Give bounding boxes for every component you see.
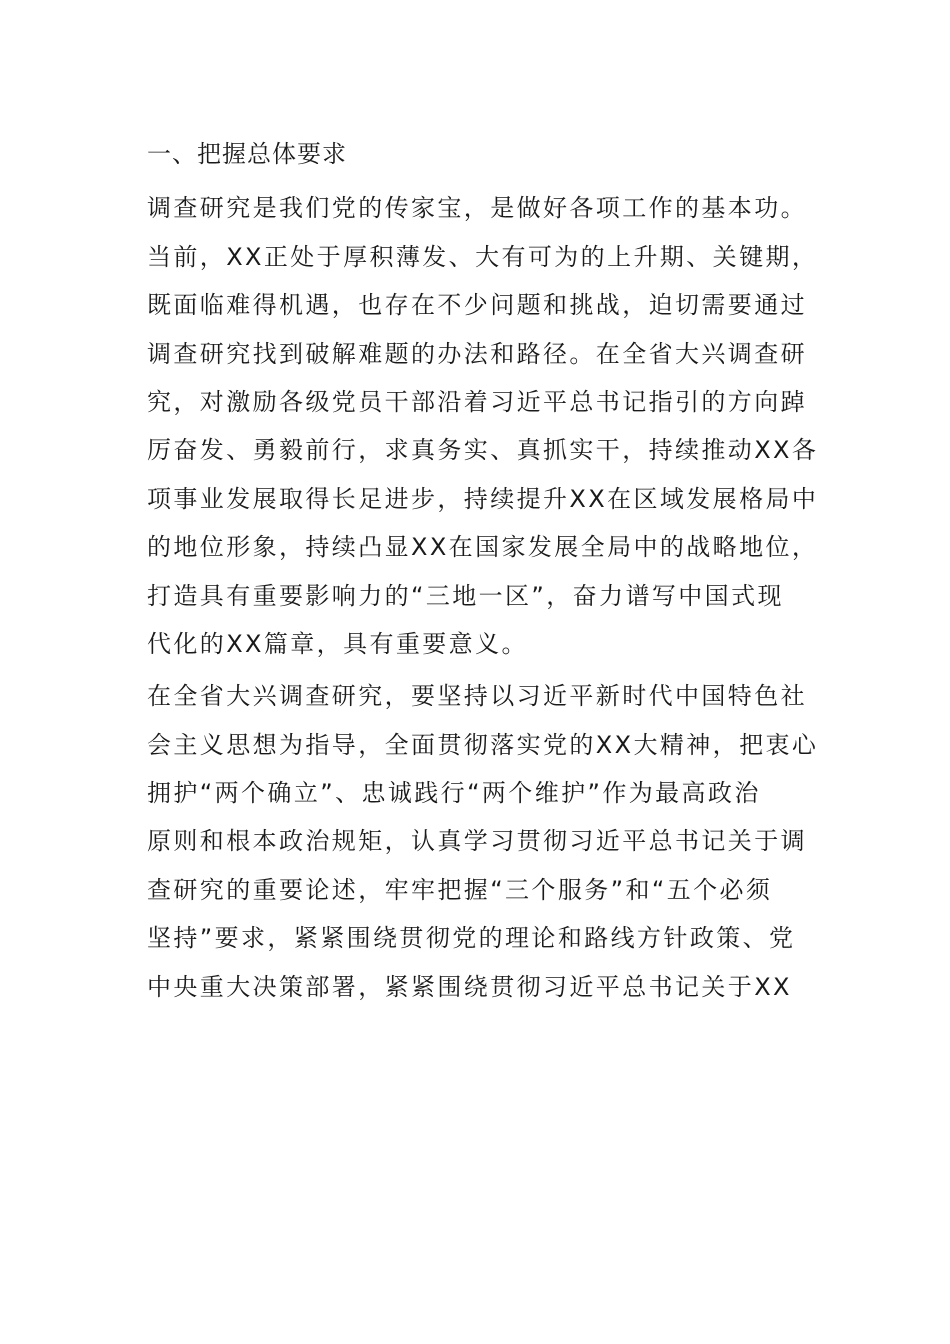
paragraph-1 [147, 186, 819, 670]
paragraph-line: 项事业发展取得长足进步，持续提升XX在区域发展格局中 [147, 484, 819, 513]
paragraph-line: 原则和根本政治规矩，认真学习贯彻习近平总书记关于调 [147, 827, 807, 856]
paragraph-line: 当前，XX正处于厚积薄发、大有可为的上升期、关键期， [147, 242, 819, 271]
paragraph-line: 代化的XX篇章，具有重要意义。 [147, 629, 528, 658]
paragraph-line: 会主义思想为指导，全面贯彻落实党的XX大精神，把衷心 [147, 730, 819, 759]
paragraph-line: 调查研究是我们党的传家宝，是做好各项工作的基本功。 [147, 194, 807, 223]
paragraph-line: 打造具有重要影响力的“三地一区”，奋力谱写中国式现 [147, 581, 784, 610]
paragraph-line: 厉奋发、勇毅前行，求真务实、真抓实干，持续推动XX各 [147, 436, 819, 465]
paragraph-line: 既面临难得机遇，也存在不少问题和挑战，迫切需要通过 [147, 291, 807, 320]
paragraph-line: 坚持”要求，紧紧围绕贯彻党的理论和路线方针政策、党 [147, 924, 796, 953]
paragraph-line: 查研究的重要论述，牢牢把握“三个服务”和“五个必须 [147, 875, 773, 904]
paragraph-line: 在全省大兴调查研究，要坚持以习近平新时代中国特色社 [147, 682, 807, 711]
document-body [147, 132, 819, 1013]
paragraph-line: 调查研究找到破解难题的办法和路径。在全省大兴调查研 [147, 339, 807, 368]
paragraph-line: 拥护“两个确立”、忠诚践行“两个维护”作为最高政治 [147, 779, 761, 808]
section-heading: 一、把握总体要求 [147, 140, 347, 168]
paragraph-line: 究，对激励各级党员干部沿着习近平总书记指引的方向踔 [147, 387, 807, 416]
paragraph-2 [147, 674, 819, 1013]
paragraph-line: 的地位形象，持续凸显XX在国家发展全局中的战略地位， [147, 533, 819, 562]
paragraph-line: 中央重大决策部署，紧紧围绕贯彻习近平总书记关于XX [147, 972, 792, 1001]
